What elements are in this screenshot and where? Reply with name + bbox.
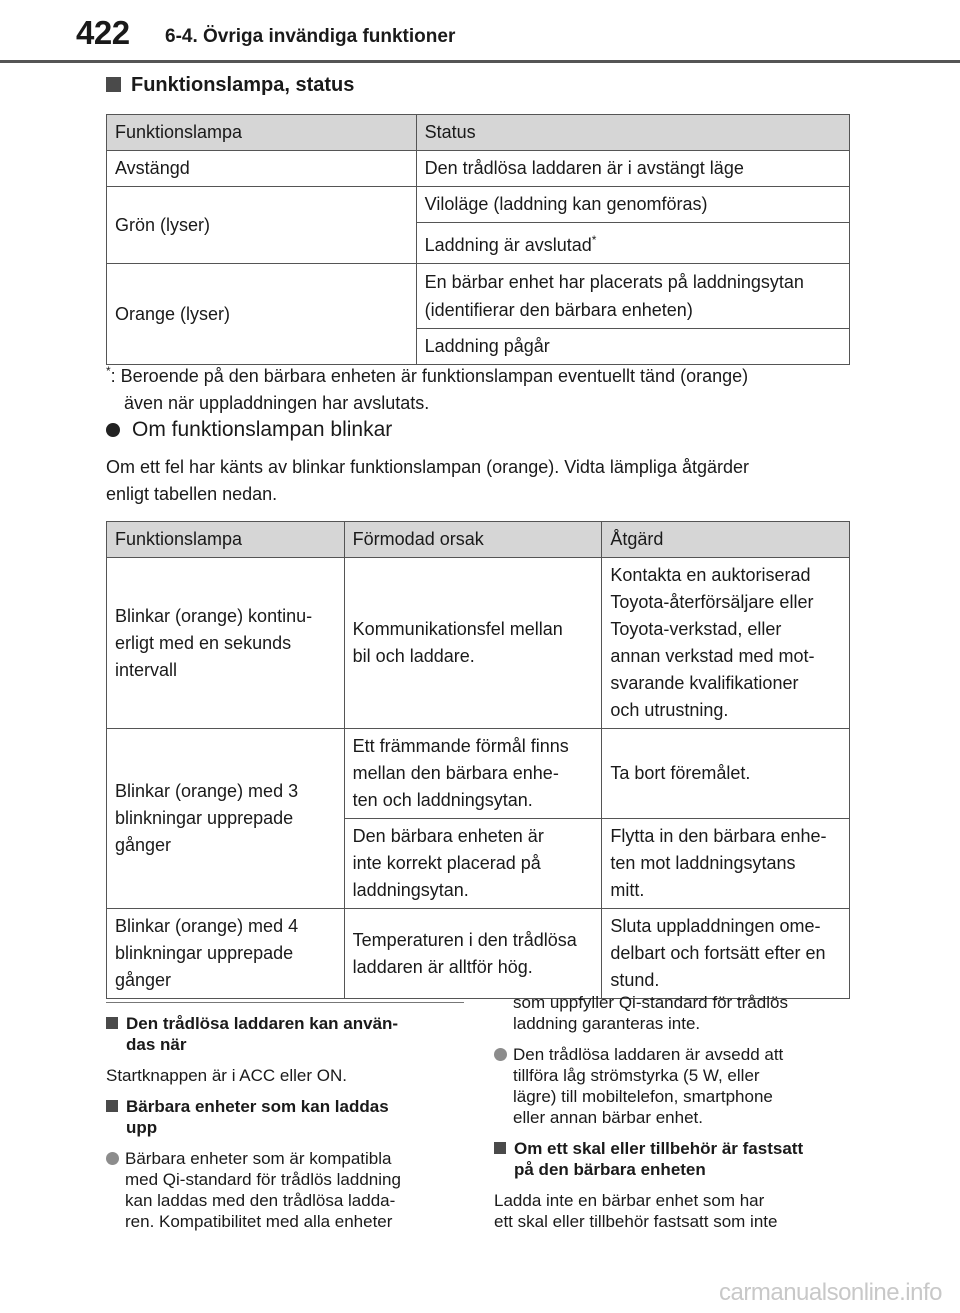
subheading: Om funktionslampan blinkar xyxy=(106,418,392,442)
notes-divider xyxy=(106,1002,464,1003)
status-table xyxy=(106,114,850,365)
table-cell: Sluta uppladdningen ome- delbart och fortsätt efter en stund. xyxy=(602,909,850,999)
table-cell: Laddning är avslutad* xyxy=(416,223,849,264)
table-cell: Grön (lyser) xyxy=(107,187,417,264)
note-text: Ladda inte en bärbar enhet som har ett skal eller tillbehör fastsatt som inte xyxy=(494,1191,778,1231)
bullet-icon xyxy=(106,423,120,437)
table-cell: Ta bort föremålet. xyxy=(602,729,850,819)
table-row xyxy=(107,151,850,187)
chapter-title: 6-4. Övriga invändiga funktioner xyxy=(165,26,456,47)
table-cell: Avstängd xyxy=(107,151,417,187)
table-header-row xyxy=(107,115,850,151)
table-cell: Orange (lyser) xyxy=(107,264,417,365)
square-bullet-icon xyxy=(106,1017,118,1029)
table-cell: Kommunikationsfel mellan bil och laddare. xyxy=(344,558,602,729)
table-cell: Laddning pågår xyxy=(416,329,849,365)
table-header-cell: Åtgärd xyxy=(602,522,850,558)
table-cell: En bärbar enhet har placerats på laddningsytan (identifierar den bärbara enheten) xyxy=(416,264,849,329)
table-cell: Den trådlösa laddaren är i avstängt läge xyxy=(416,151,849,187)
page-number: 422 xyxy=(76,14,130,51)
table-header-cell: Funktionslampa xyxy=(107,115,417,151)
table-cell: Blinkar (orange) kontinu- erligt med en sekunds intervall xyxy=(107,558,345,729)
table-row xyxy=(107,264,850,329)
footnote: *: Beroende på den bärbara enheten är funktionslampan eventuellt tänd (orange) även när uppladdningen har avslutats. xyxy=(106,364,749,413)
table-cell: Den bärbara enheten är inte korrekt placerad på laddningsytan. xyxy=(344,819,602,909)
note-heading: Den trådlösa laddaren kan använ- das när xyxy=(106,1013,458,1055)
table-header-row xyxy=(107,522,850,558)
table-cell: Blinkar (orange) med 3 blinkningar upprepade gånger xyxy=(107,729,345,909)
bullet-icon xyxy=(106,1152,119,1165)
square-bullet-icon xyxy=(106,77,121,92)
bullet-icon xyxy=(494,1048,507,1061)
table-row xyxy=(107,909,850,999)
blink-table xyxy=(106,521,850,999)
section-heading: Funktionslampa, status xyxy=(106,74,354,97)
table-row xyxy=(107,558,850,729)
table-row xyxy=(107,187,850,223)
note-heading: Bärbara enheter som kan laddas upp xyxy=(106,1096,458,1138)
table-cell: Ett främmande förmål finns mellan den bärbara enhe- ten och laddningsytan. xyxy=(344,729,602,819)
table-row xyxy=(107,729,850,819)
square-bullet-icon xyxy=(106,1100,118,1112)
note-bullet: Bärbara enheter som är kompatibla med Qi-standard för trådlös laddning kan laddas med den trådlösa ladda- ren. Kompatibilitet med alla enheter xyxy=(106,1148,458,1232)
intro-text: Om ett fel har känts av blinkar funktionslampan (orange). Vidta lämpliga åtgärder enligt tabellen nedan. xyxy=(106,457,749,504)
table-header-cell: Funktionslampa xyxy=(107,522,345,558)
note-bullet-continued: som uppfyller Qi-standard för trådlös laddning garanteras inte. xyxy=(513,993,788,1033)
header-rule xyxy=(0,60,960,63)
notes-left-column xyxy=(106,1013,458,1232)
square-bullet-icon xyxy=(494,1142,506,1154)
table-cell: Kontakta en auktoriserad Toyota-återförsäljare eller Toyota-verkstad, eller annan verkstad med mot- svarande kvalifikationer och utrustning. xyxy=(602,558,850,729)
table-cell: Temperaturen i den trådlösa laddaren är alltför hög. xyxy=(344,909,602,999)
notes-right-column xyxy=(494,992,846,1232)
note-heading: Om ett skal eller tillbehör är fastsatt på den bärbara enheten xyxy=(494,1138,846,1180)
table-header-cell: Förmodad orsak xyxy=(344,522,602,558)
table-cell: Viloläge (laddning kan genomföras) xyxy=(416,187,849,223)
table-cell: Flytta in den bärbara enhe- ten mot laddningsytans mitt. xyxy=(602,819,850,909)
watermark: carmanualsonline.info xyxy=(719,1279,942,1306)
table-header-cell: Status xyxy=(416,115,849,151)
note-text: Startknappen är i ACC eller ON. xyxy=(106,1066,347,1085)
table-cell: Blinkar (orange) med 4 blinkningar upprepade gånger xyxy=(107,909,345,999)
note-bullet: Den trådlösa laddaren är avsedd att tillföra låg strömstyrka (5 W, eller lägre) till mobiltelefon, smartphone eller annan bärbar enhet. xyxy=(494,1044,846,1128)
